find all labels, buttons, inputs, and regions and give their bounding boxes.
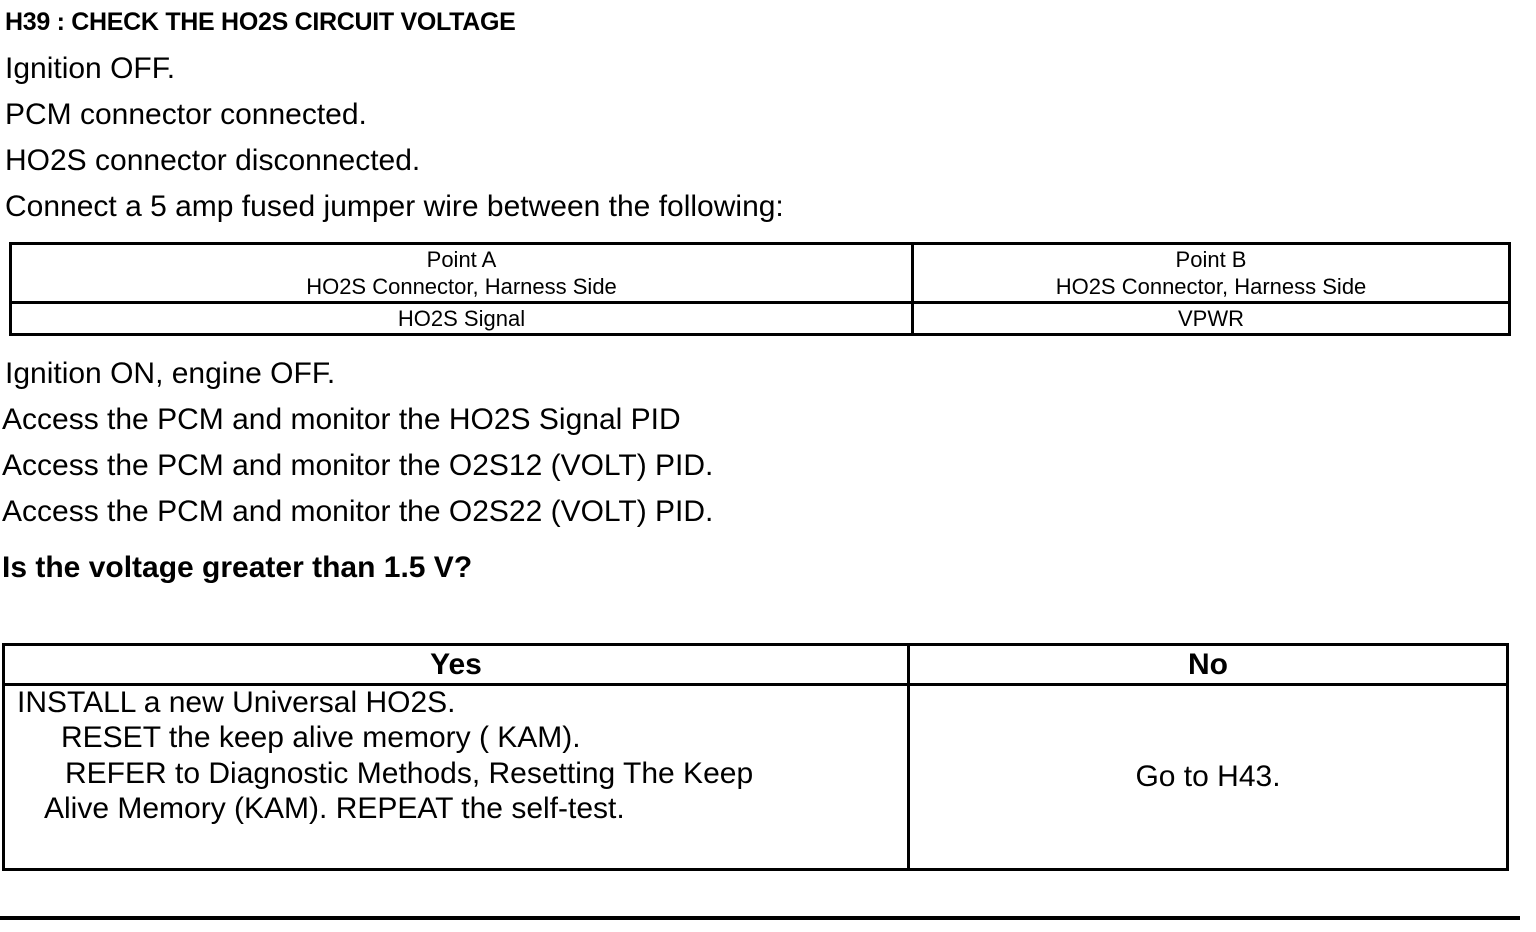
point-b-header xyxy=(914,245,1508,304)
procedure-heading: H39 : CHECK THE HO2S CIRCUIT VOLTAGE xyxy=(5,8,516,36)
step-monitor-o2s22-pid: Access the PCM and monitor the O2S22 (VOLT) PID. xyxy=(2,495,714,528)
yes-header: Yes xyxy=(5,646,910,686)
yes-line-repeat: Alive Memory (KAM). REPEAT the self-test. xyxy=(44,792,625,825)
decision-question: Is the voltage greater than 1.5 V? xyxy=(2,551,473,584)
yes-line-refer: REFER to Diagnostic Methods, Resetting The Keep xyxy=(65,757,754,790)
point-a-value: HO2S Signal xyxy=(12,304,914,333)
decision-table xyxy=(2,643,1509,871)
no-action: Go to H43. xyxy=(1135,760,1281,793)
yes-line-reset: RESET the keep alive memory ( KAM). xyxy=(61,721,581,754)
step-ignition-on: Ignition ON, engine OFF. xyxy=(5,357,336,390)
no-header: No xyxy=(910,646,1506,686)
point-b-subtitle: HO2S Connector, Harness Side xyxy=(1055,274,1367,299)
yes-line-install: INSTALL a new Universal HO2S. xyxy=(17,686,456,719)
yes-action xyxy=(5,686,910,868)
point-b-title: Point B xyxy=(1175,247,1247,272)
bottom-divider xyxy=(0,916,1520,920)
step-pcm-connector: PCM connector connected. xyxy=(5,98,367,131)
step-ignition-off: Ignition OFF. xyxy=(5,52,176,85)
step-connect-jumper: Connect a 5 amp fused jumper wire between the following: xyxy=(5,190,784,223)
point-b-value: VPWR xyxy=(1178,306,1244,331)
point-a-subtitle: HO2S Connector, Harness Side xyxy=(306,274,617,299)
point-a-header xyxy=(12,245,914,304)
step-ho2s-connector: HO2S connector disconnected. xyxy=(5,144,421,177)
step-monitor-o2s12-pid: Access the PCM and monitor the O2S12 (VOLT) PID. xyxy=(2,449,714,482)
jumper-table xyxy=(9,242,1511,336)
step-monitor-ho2s-pid: Access the PCM and monitor the HO2S Signal PID xyxy=(2,403,681,436)
point-a-title: Point A xyxy=(426,247,497,272)
